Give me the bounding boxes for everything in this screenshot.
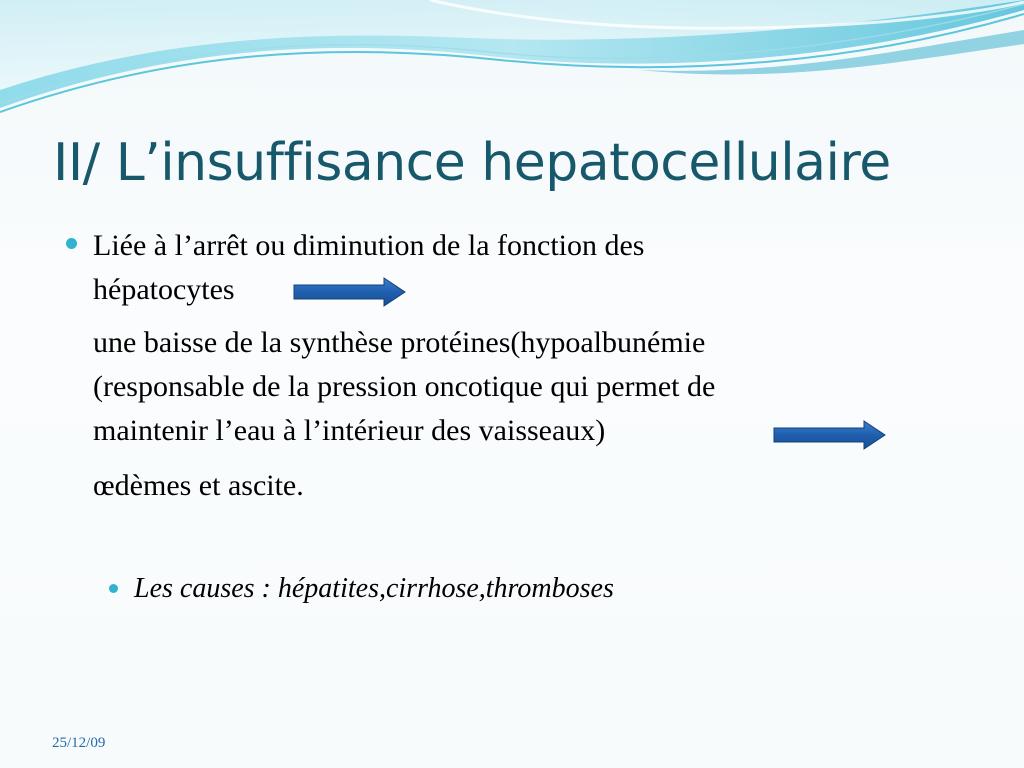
bullet-main-para2-line1: une baisse de la synthèse protéines(hypoalbunémie bbox=[93, 326, 706, 359]
slide-title: II/ L’insuffisance hepatocellulaire bbox=[53, 133, 891, 193]
bullet-sub-causes: Les causes : hépatites,cirrhose,thromboses bbox=[134, 573, 614, 604]
bullet-main-line1: Liée à l’arrêt ou diminution de la fonction des bbox=[93, 229, 645, 262]
right-arrow-icon bbox=[772, 419, 888, 451]
bullet-dot-icon bbox=[109, 584, 118, 593]
right-arrow-icon bbox=[292, 276, 408, 308]
bullet-main-para2-line2: (responsable de la pression oncotique qui permet de bbox=[93, 370, 716, 403]
bullet-main-para2-line3: maintenir l’eau à l’intérieur des vaisseaux) bbox=[93, 414, 606, 447]
bullet-main-para3: œdèmes et ascite. bbox=[93, 469, 304, 502]
decorative-wave-header bbox=[0, 0, 1024, 130]
bullet-main-line2: hépatocytes bbox=[93, 273, 235, 306]
slide-date: 25/12/09 bbox=[52, 735, 106, 751]
bullet-dot-icon bbox=[66, 238, 77, 249]
